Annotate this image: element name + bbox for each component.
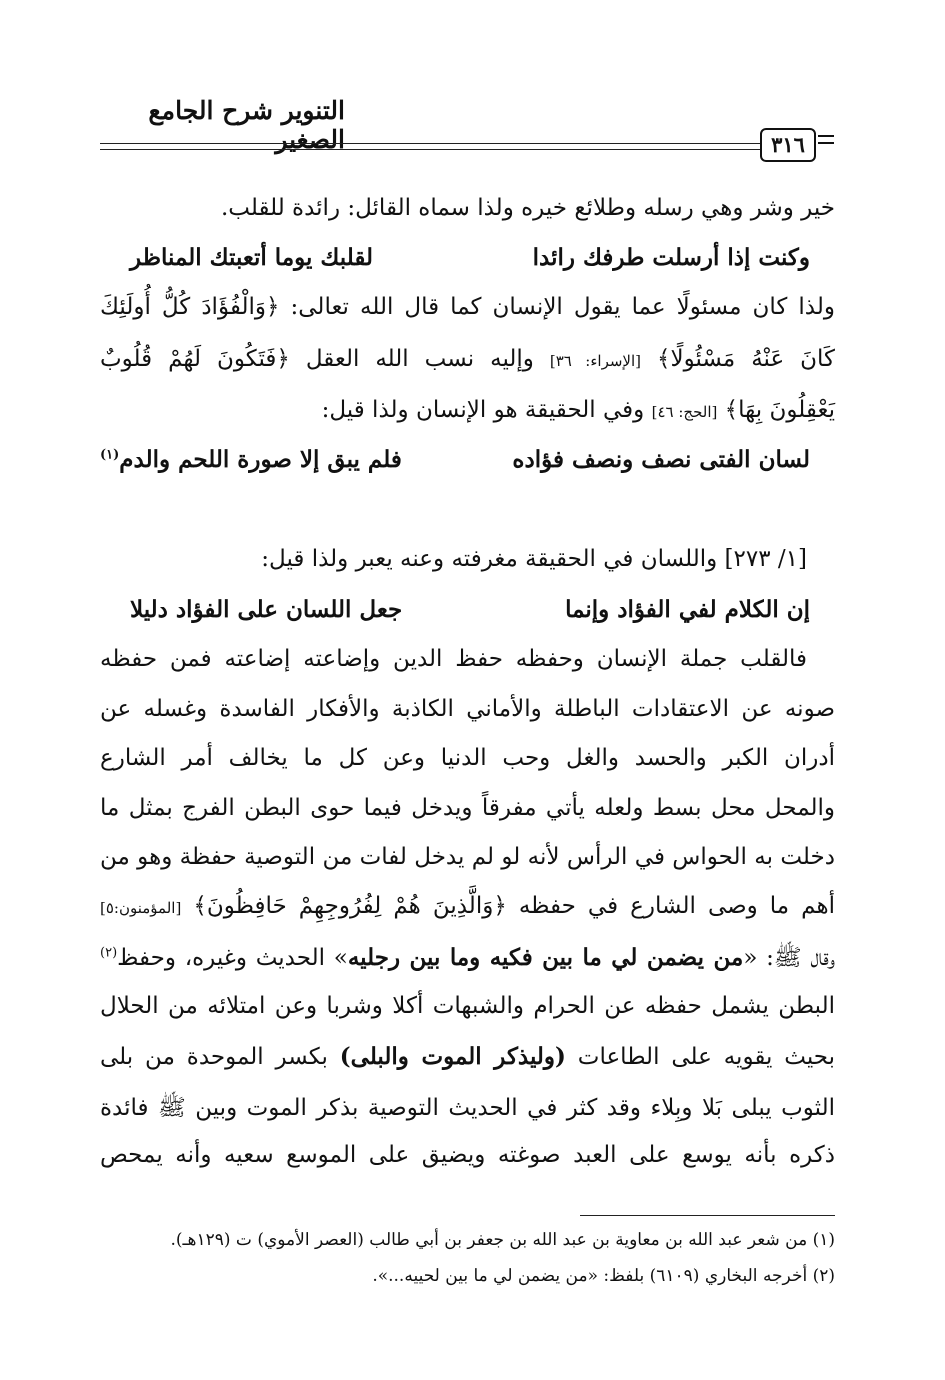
footnote-2: (٢) أخرجه البخاري (٦١٠٩) بلفظ: «من يضمن لي ما بين لحييه...». bbox=[372, 1266, 835, 1286]
verse-hemistich: وكنت إذا أرسلت طرفك رائدا bbox=[532, 244, 810, 271]
verse-hemistich: لقلبك يوما أتعبتك المناظر bbox=[130, 244, 374, 271]
verse-text: فلم يبق إلا صورة اللحم والدم bbox=[119, 446, 402, 473]
verse-hemistich: إن الكلام لفي الفؤاد وإنما bbox=[565, 596, 810, 623]
verse-reference: [الحج: ٤٦] bbox=[651, 403, 718, 421]
text-line: ولذا كان مسئولًا عما يقول الإنسان كما قال الله تعالى: ﴿وَالْفُؤَادَ كُلُّ أُولَئِكَ bbox=[100, 294, 835, 320]
text-segment: أهم ما وصى الشارع في حفظه ﴿وَالَّذِينَ هُمْ لِفُرُوجِهِمْ حَافِظُونَ﴾ bbox=[193, 893, 835, 919]
text-segment: » الحديث وغيره، وحفظ bbox=[117, 945, 348, 971]
quran-quote: يَعْقِلُونَ بِهَا﴾ bbox=[724, 397, 835, 423]
verse-reference: [المؤمنون:٥] bbox=[100, 899, 182, 917]
text-line: والمحل محل بسط ولعله يأتي مفرقاً ويدخل فيما حوى البطن الفرج بمثل ما bbox=[100, 795, 835, 821]
text-line bbox=[100, 346, 835, 372]
text-line: دخلت به الحواس في الرأس لأنه لو لم يدخل لفات من التوصية حفظة وهو من bbox=[100, 844, 835, 870]
text-line: فالقلب جملة الإنسان وحفظه حفظ الدين وإضاعته إضاعته فمن حفظه bbox=[100, 646, 807, 672]
quran-quote: كَانَ عَنْهُ مَسْئُولًا﴾ bbox=[656, 346, 835, 372]
hadith-quote: من يضمن لي ما بين فكيه وما بين رجليه bbox=[347, 944, 744, 971]
text-line bbox=[100, 1043, 835, 1070]
running-title: التنوير شرح الجامع الصغير bbox=[148, 96, 345, 154]
text-line: ذكره بأنه يوسع على العبد صوغته ويضيق على الموسع سعيه وأنه يمحص bbox=[100, 1142, 835, 1168]
footnote-separator bbox=[580, 1215, 835, 1216]
body-text bbox=[100, 0, 835, 1380]
verse-hemistich bbox=[100, 446, 402, 473]
text-line bbox=[100, 893, 835, 919]
text-line: [١/ ٢٧٣] واللسان في الحقيقة مغرفته وعنه يعبر ولذا قيل: bbox=[261, 546, 807, 572]
footnote-marker: (٢) bbox=[100, 945, 118, 961]
footnote-1: (١) من شعر عبد الله بن معاوية بن عبد الله بن جعفر بن أبي طالب (العصر الأموي) ت (١٢٩هـ). bbox=[170, 1230, 835, 1250]
text-line: أدران الكبر والحسد والغل وحب الدنيا وعن كل ما يخالف أمر الشارع bbox=[100, 745, 835, 771]
text-line: خير وشر وهي رسله وطلائع خيره ولذا سماه القائل: رائدة للقلب. bbox=[220, 195, 835, 221]
text-line bbox=[100, 397, 835, 423]
text-line: البطن يشمل حفظه عن الحرام والشبهات أكلا وشربا وعن امتلائه من الحلال bbox=[100, 993, 835, 1019]
verse-hemistich: لسان الفتى نصف ونصف فؤاده bbox=[512, 446, 810, 473]
verse-reference: [الإسراء: ٣٦] bbox=[549, 352, 641, 370]
text-segment: بكسر الموحدة من بلى bbox=[100, 1044, 328, 1070]
matn-quote: (وليذكر الموت والبلى) bbox=[339, 1043, 566, 1070]
text-segment: وفي الحقيقة هو الإنسان ولذا قيل: bbox=[321, 397, 645, 423]
footnote-marker: (١) bbox=[100, 447, 120, 463]
text-line bbox=[100, 943, 835, 977]
text-segment: بحيث يقويه على الطاعات bbox=[577, 1044, 836, 1070]
text-segment: وإليه نسب الله العقل ﴿فَتَكُونَ لَهُمْ قُلُوبٌ bbox=[100, 346, 534, 372]
text-line: الثوب يبلى بَلا وبِلاء وقد كثر في الحديث التوصية بذكر الموت وبين ﷺ فائدة bbox=[100, 1095, 835, 1121]
page-number: ٣١٦ bbox=[760, 128, 816, 162]
text-line: صونه عن الاعتقادات الباطلة والأماني الكاذبة والأفكار الفاسدة وغسله عن bbox=[100, 696, 835, 722]
text-segment: وقال ﷺ: « bbox=[743, 945, 836, 971]
verse-hemistich: جعل اللسان على الفؤاد دليلا bbox=[130, 596, 403, 623]
